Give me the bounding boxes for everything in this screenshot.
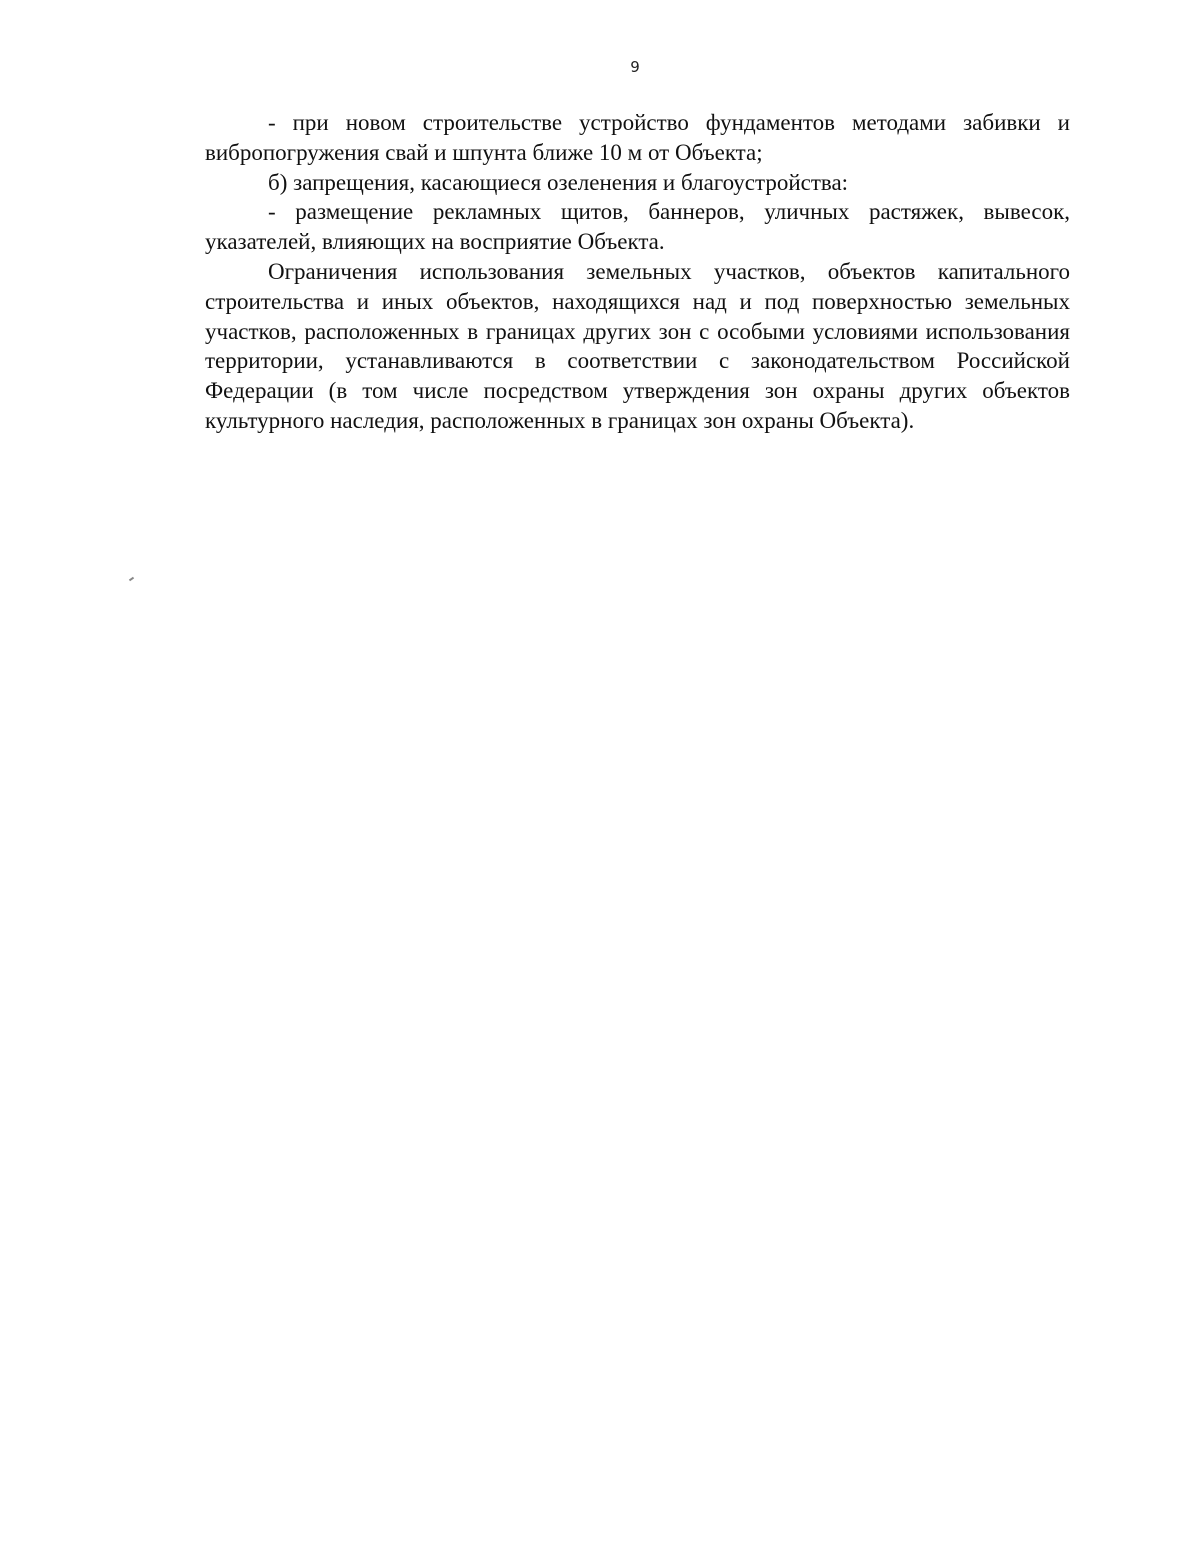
paragraph-pile-driving-restriction: - при новом строительстве устройство фундаментов методами забивки и вибропогружения свай и шпунта ближе 10 м от Объекта; <box>205 110 1070 165</box>
scan-speck <box>129 577 134 582</box>
document-body <box>205 108 1070 436</box>
paragraph-land-use-limitations: Ограничения использования земельных участков, объектов капитального строительства и иных объектов, находящихся над и под поверхностью земельных участков, расположенных в границах других зон с особыми условиями использования территории, устанавливаются в соответствии с законодательством Российской Федерации (в том числе посредством утверждения зон охраны других объектов культурного наследия, расположенных в границах зон охраны Объекта). <box>205 258 1070 433</box>
paragraph-landscaping-heading: б) запрещения, касающиеся озеленения и благоустройства: <box>268 169 849 195</box>
page-number: 9 <box>630 58 640 76</box>
paragraph-advertising-restriction: - размещение рекламных щитов, баннеров, уличных растяжек, вывесок, указателей, влияющих на восприятие Объекта. <box>205 199 1070 255</box>
